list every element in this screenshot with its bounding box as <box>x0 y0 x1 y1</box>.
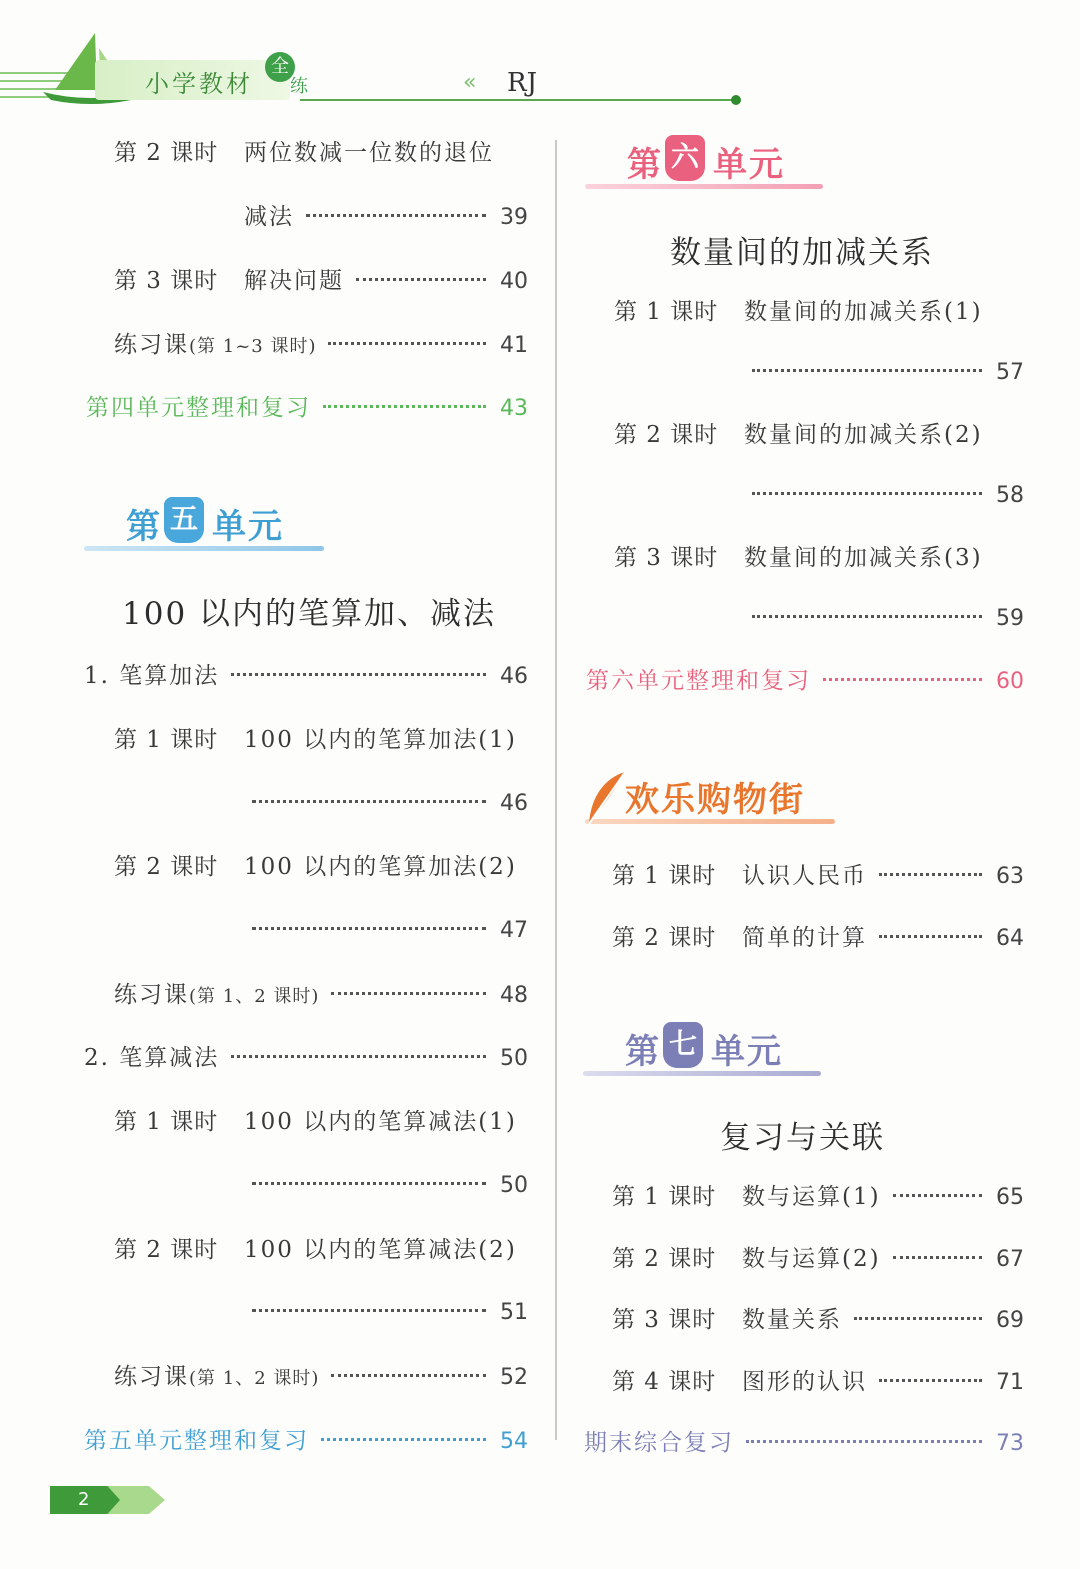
lesson-label: 第 2 课时 <box>114 140 219 166</box>
page-number: 48 <box>500 983 528 1008</box>
toc-entry <box>244 202 528 233</box>
lesson-label: 第 1 课时 <box>614 299 719 325</box>
toc-entry <box>252 916 528 946</box>
page-number: 46 <box>500 664 528 689</box>
unit-suffix: 单元 <box>711 1032 783 1072</box>
toc-entry <box>612 1305 1024 1336</box>
page-number-tab <box>50 1486 165 1514</box>
entry-title: 数量关系 <box>742 1307 842 1333</box>
lesson-label: 第 2 课时 <box>612 1246 717 1272</box>
entry-title: 100 以内的笔算减法(2) <box>244 1237 517 1263</box>
entry-title: 第四单元整理和复习 <box>86 395 311 421</box>
page-number: 51 <box>500 1300 528 1325</box>
page-number: 57 <box>996 360 1024 385</box>
page-number: 50 <box>500 1173 528 1198</box>
entry-title: 减法 <box>244 204 294 230</box>
unit-title: 复习与关联 <box>720 1120 885 1156</box>
unit-review-entry <box>86 393 528 424</box>
lesson-label: 第 1 课时 <box>114 727 219 753</box>
unit-7-banner <box>583 1022 821 1082</box>
entry-subtitle: (第 1、2 课时) <box>189 986 320 1007</box>
unit-5-banner <box>84 497 324 557</box>
page-number: 52 <box>500 1365 528 1390</box>
entry-title: 100 以内的笔算加法(1) <box>244 727 517 753</box>
toc-entry <box>252 789 528 819</box>
toc-entry <box>114 330 528 362</box>
unit-suffix: 单元 <box>212 507 284 547</box>
lesson-label: 第 1 课时 <box>612 863 717 889</box>
entry-title: 2. 笔算减法 <box>84 1045 220 1071</box>
toc-entry <box>752 481 1024 511</box>
unit-number-badge: 七 <box>663 1022 703 1068</box>
entry-title: 100 以内的笔算加法(2) <box>244 854 517 880</box>
lesson-label: 第 4 课时 <box>612 1369 717 1395</box>
toc-entry <box>114 1362 528 1394</box>
page-number: 67 <box>996 1247 1024 1272</box>
unit-title: 100 以内的笔算加、减法 <box>122 596 497 632</box>
toc-entry <box>612 1182 1024 1213</box>
toc-entry <box>614 420 1024 450</box>
unit-6-banner <box>585 135 823 195</box>
toc-entry <box>84 661 528 692</box>
page-number: 58 <box>996 483 1024 508</box>
toc-entry <box>614 297 1024 327</box>
entry-title: 练习课 <box>114 982 189 1008</box>
lesson-label: 第 1 课时 <box>612 1184 717 1210</box>
entry-subtitle: (第 1、2 课时) <box>189 1368 320 1389</box>
entry-title: 第六单元整理和复习 <box>586 668 811 694</box>
toc-entry <box>114 1235 528 1265</box>
page-number: 40 <box>500 269 528 294</box>
lesson-label: 第 2 课时 <box>614 422 719 448</box>
page-number: 47 <box>500 918 528 943</box>
shopping-street-title: 欢乐购物街 <box>625 780 805 820</box>
entry-title: 1. 笔算加法 <box>84 663 220 689</box>
entry-title: 图形的认识 <box>742 1369 867 1395</box>
lesson-label: 第 2 课时 <box>114 854 219 880</box>
toc-entry <box>614 543 1024 573</box>
entry-title: 练习课 <box>114 332 189 358</box>
toc-entry <box>612 923 1024 954</box>
page-number: 65 <box>996 1185 1024 1210</box>
lesson-label: 第 3 课时 <box>114 268 219 294</box>
brand-badge: 全 <box>265 52 295 82</box>
page-number: 41 <box>500 333 528 358</box>
unit-number-badge: 六 <box>665 135 705 181</box>
lesson-label: 第 3 课时 <box>612 1307 717 1333</box>
page-number-label: 2 <box>78 1489 90 1510</box>
page-number: 46 <box>500 791 528 816</box>
unit-title: 数量间的加减关系 <box>670 235 934 271</box>
entry-subtitle: (第 1~3 课时) <box>189 336 317 357</box>
toc-entry <box>612 1367 1024 1398</box>
lesson-label: 第 2 课时 <box>114 1237 219 1263</box>
brand-title: 小学教材 <box>145 70 253 98</box>
brand-badge-second: 练 <box>290 76 308 97</box>
entry-title: 第五单元整理和复习 <box>84 1428 309 1454</box>
entry-title: 数量间的加减关系(3) <box>744 545 983 571</box>
page-number: 60 <box>996 669 1024 694</box>
entry-title: 简单的计算 <box>742 925 867 951</box>
lesson-label: 第 1 课时 <box>114 1109 219 1135</box>
book-header <box>0 0 760 120</box>
entry-title: 解决问题 <box>244 268 344 294</box>
toc-entry <box>114 1107 528 1137</box>
toc-entry <box>752 604 1024 634</box>
entry-title: 数量间的加减关系(2) <box>744 422 983 448</box>
toc-entry <box>252 1171 528 1201</box>
toc-entry <box>114 852 528 882</box>
toc-entry <box>752 358 1024 388</box>
final-review-entry <box>584 1428 1024 1459</box>
entry-title: 数与运算(2) <box>742 1246 881 1272</box>
entry-title: 练习课 <box>114 1364 189 1390</box>
unit-prefix: 第 <box>625 1032 661 1072</box>
entry-title: 认识人民币 <box>742 863 867 889</box>
toc-entry <box>612 861 1024 892</box>
lesson-label: 第 2 课时 <box>612 925 717 951</box>
unit-suffix: 单元 <box>713 145 785 185</box>
entry-title: 两位数减一位数的退位 <box>244 140 494 166</box>
edition-label: RJ <box>507 68 537 98</box>
chevron-left-icon: « <box>463 70 477 95</box>
toc-entry <box>612 1244 1024 1275</box>
toc-entry <box>84 1043 528 1074</box>
entry-title: 数与运算(1) <box>742 1184 881 1210</box>
page-number: 71 <box>996 1370 1024 1395</box>
toc-entry <box>114 980 528 1012</box>
entry-title: 期末综合复习 <box>584 1430 734 1456</box>
page-number: 50 <box>500 1046 528 1071</box>
unit-prefix: 第 <box>627 145 663 185</box>
unit-number-badge: 五 <box>164 497 204 543</box>
toc-entry <box>114 266 528 297</box>
page-number: 59 <box>996 606 1024 631</box>
page-number: 63 <box>996 864 1024 889</box>
page-number: 39 <box>500 205 528 230</box>
page-number: 73 <box>996 1431 1024 1456</box>
toc-entry <box>114 138 528 168</box>
page-number: 54 <box>500 1429 528 1454</box>
page-number: 43 <box>500 396 528 421</box>
column-divider <box>555 140 557 1440</box>
unit-review-entry <box>586 666 1024 697</box>
page-number: 69 <box>996 1308 1024 1333</box>
entry-title: 数量间的加减关系(1) <box>744 299 983 325</box>
page-number: 64 <box>996 926 1024 951</box>
lesson-label: 第 3 课时 <box>614 545 719 571</box>
entry-title: 100 以内的笔算减法(1) <box>244 1109 517 1135</box>
toc-entry <box>252 1298 528 1328</box>
feather-icon <box>585 770 629 828</box>
shopping-street-banner <box>585 770 835 830</box>
unit-prefix: 第 <box>126 507 162 547</box>
unit-review-entry <box>84 1426 528 1457</box>
toc-entry <box>114 725 528 755</box>
